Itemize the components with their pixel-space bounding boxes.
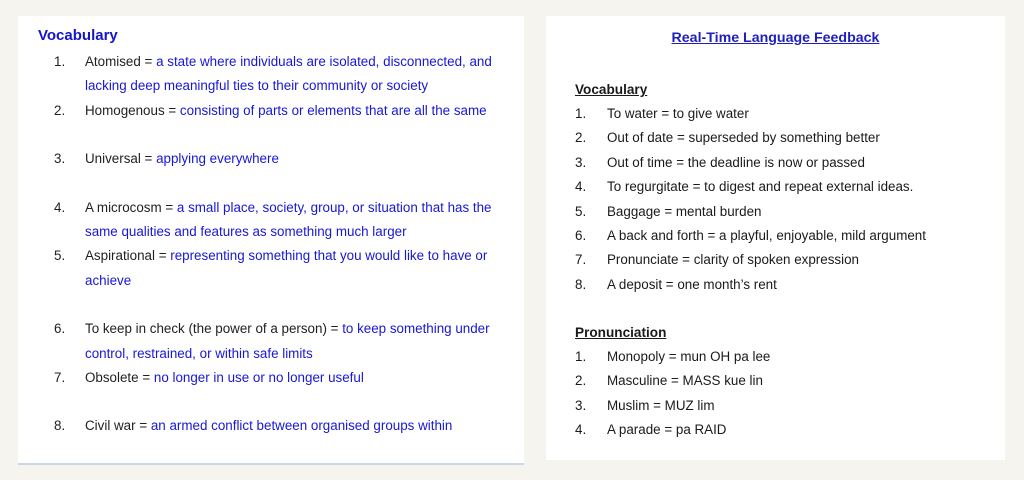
item-text: To regurgitate = to digest and repeat external ideas. xyxy=(607,179,914,195)
item-number: 5. xyxy=(54,248,66,264)
item-number: 8. xyxy=(575,276,587,292)
list-item xyxy=(546,151,1005,175)
item-separator: = xyxy=(140,151,157,167)
item-text: A parade = pa RAID xyxy=(607,422,727,438)
list-item xyxy=(18,366,524,390)
list-item xyxy=(546,175,1005,199)
blank-line xyxy=(18,390,524,414)
item-text: Masculine = MASS kue lin xyxy=(607,373,763,389)
item-definition: a small place, society, group, or situation that has the same qualities and features as something much larger xyxy=(85,199,492,240)
item-term: Obsolete xyxy=(85,369,139,385)
item-term: To keep in check (the power of a person) xyxy=(85,321,327,337)
item-text: Monopoly = mun OH pa lee xyxy=(607,349,771,364)
item-term: Aspirational xyxy=(85,248,155,264)
list-item xyxy=(18,244,524,293)
list-item xyxy=(546,369,1005,393)
item-text: Muslim = MUZ lim xyxy=(607,397,715,413)
item-number: 5. xyxy=(575,203,587,219)
feedback-vocabulary-list xyxy=(546,102,1005,297)
item-number: 4. xyxy=(575,422,587,438)
blank-line xyxy=(18,171,524,195)
item-text: Out of time = the deadline is now or passed xyxy=(607,154,865,170)
item-separator: = xyxy=(138,369,154,385)
item-number: 3. xyxy=(575,397,587,413)
item-definition: to keep something under control, restrained, or within safe limits xyxy=(85,321,490,361)
list-item xyxy=(546,345,1005,369)
left-vocabulary-list xyxy=(18,50,524,439)
list-item xyxy=(18,414,524,438)
item-text: Pronunciate = clarity of spoken expression xyxy=(607,252,859,268)
list-item xyxy=(546,248,1005,272)
item-number: 1. xyxy=(54,54,66,69)
item-term: Atomised xyxy=(85,54,141,69)
vocabulary-section-title: Vocabulary xyxy=(575,82,648,97)
item-text: A back and forth = a playful, enjoyable, mild argument xyxy=(607,227,926,243)
item-number: 2. xyxy=(54,102,66,118)
item-number: 1. xyxy=(575,106,587,121)
list-item xyxy=(18,196,524,245)
list-item xyxy=(18,50,524,99)
item-separator: = xyxy=(140,54,157,69)
item-term: Universal xyxy=(85,151,141,167)
list-item xyxy=(546,126,1005,150)
item-definition: no longer in use or no longer useful xyxy=(153,369,364,385)
item-term: Homogenous xyxy=(85,102,165,118)
item-text: A deposit = one month’s rent xyxy=(607,276,777,292)
item-number: 4. xyxy=(54,199,66,215)
list-item xyxy=(546,418,1005,442)
item-number: 2. xyxy=(575,130,587,146)
item-number: 4. xyxy=(575,179,587,195)
item-separator: = xyxy=(135,418,151,434)
item-term: A microcosm xyxy=(85,199,162,215)
left-vocabulary-heading: Vocabulary xyxy=(38,27,118,44)
item-number: 2. xyxy=(575,373,587,389)
blank-line xyxy=(18,123,524,147)
list-item xyxy=(18,317,524,366)
item-number: 3. xyxy=(575,154,587,170)
vocabulary-page-left xyxy=(18,16,524,465)
item-separator: = xyxy=(164,102,180,118)
item-number: 3. xyxy=(54,151,66,167)
item-definition: a state where individuals are isolated, disconnected, and lacking deep meaningful ties to their community or society xyxy=(85,54,492,94)
list-item xyxy=(546,200,1005,224)
item-number: 6. xyxy=(575,227,587,243)
list-item xyxy=(546,394,1005,418)
list-item xyxy=(18,99,524,123)
item-separator: = xyxy=(161,199,177,215)
blank-line xyxy=(18,293,524,317)
feedback-page-title[interactable]: Real-Time Language Feedback xyxy=(671,30,880,46)
item-definition: applying everywhere xyxy=(156,151,279,167)
item-number: 6. xyxy=(54,321,66,337)
item-text: Out of date = superseded by something better xyxy=(607,130,880,146)
item-definition: consisting of parts or elements that are all the same xyxy=(179,102,487,118)
item-text: To water = to give water xyxy=(607,106,749,121)
item-separator: = xyxy=(326,321,343,337)
list-item xyxy=(18,147,524,171)
list-item xyxy=(546,102,1005,126)
item-number: 7. xyxy=(575,252,587,268)
list-item xyxy=(546,273,1005,297)
item-number: 7. xyxy=(54,369,66,385)
item-definition: an armed conflict between organised groups within xyxy=(150,418,453,434)
item-definition: representing something that you would like to have or achieve xyxy=(85,248,488,288)
item-term: Civil war xyxy=(85,418,136,434)
pronunciation-section-title: Pronunciation xyxy=(575,325,667,340)
item-separator: = xyxy=(154,248,171,264)
list-item xyxy=(546,224,1005,248)
item-text: Baggage = mental burden xyxy=(607,203,762,219)
feedback-page-right xyxy=(546,16,1005,460)
item-number: 1. xyxy=(575,349,587,364)
feedback-pronunciation-list xyxy=(546,345,1005,443)
item-number: 8. xyxy=(54,418,66,434)
